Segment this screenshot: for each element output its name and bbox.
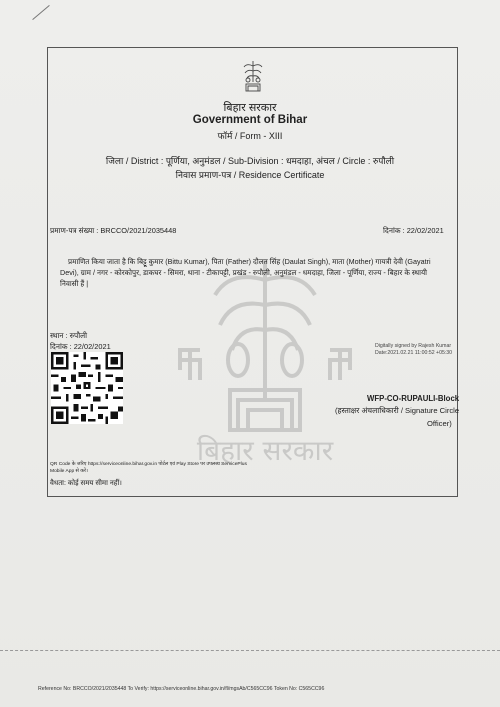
certificate-number: प्रमाण-पत्र संख्या : BRCCO/2021/2035448 <box>50 226 177 235</box>
certificate-date: दिनांक : 22/02/2021 <box>383 226 444 235</box>
qr-code-icon <box>51 352 123 424</box>
certificate-body: प्रमाणित किया जाता है कि बिट्टू कुमार (Bittu Kumar), पिता (Father) दौलत सिंह (Daulat Singh), माता (Mother) गायत्री देवी (Gayatri Devi), ग्राम / नगर - कोरकोपुर, डाकघर - सिमरा, थाना - टीकापट्टी, प्रखंड - रुपौली, अनुमंडल - धमदाहा, जिला - पूर्णिया, राज्य - बिहार के स्थायी निवासी हैं | <box>60 257 431 288</box>
reference-footer: Reference No: BRCCO/2021/2035448 To Verify: https://serviceonline.bihar.gov.in/fl/mgsAb/C565CC96 Token No: C565CC96 <box>38 686 325 692</box>
location-line: जिला / District : पूर्णिया, अनुमंडल / Sub-Division : धमदाहा, अंचल / Circle : रुपौली <box>105 156 395 166</box>
signature-role-line-2: Officer) <box>427 419 452 428</box>
certificate-title: निवास प्रमाण-पत्र / Residence Certificate <box>175 170 325 180</box>
bihar-emblem-icon <box>241 58 265 96</box>
state-name-hindi: बिहार सरकार <box>223 102 277 114</box>
form-number: फॉर्म / Form - XIII <box>217 131 283 141</box>
government-title: Government of Bihar <box>192 114 308 126</box>
issue-date: दिनांक : 22/02/2021 <box>50 342 111 351</box>
signing-office: WFP-CO-RUPAULI-Block <box>367 394 460 403</box>
qr-note-line-1: QR Code के जरिए https://serviceonline.bihar.gov.in पोर्टल एवं Play Store पर उपलब्ध ServicePlus <box>50 462 247 467</box>
signature-role-line-1: (हस्ताक्षर अंचलाधिकारी / Signature Circle <box>335 406 460 415</box>
digital-signature-line-1: Digitally signed by Rajesh Kumar <box>375 343 452 349</box>
divider <box>0 650 500 651</box>
qr-note-line-2: Mobile App से करें। <box>50 469 88 474</box>
place: स्थान : रुपौली <box>50 331 88 340</box>
watermark-text: बिहार सरकार <box>196 434 334 467</box>
corner-mark <box>32 5 49 20</box>
digital-signature-line-2: Date:2021.02.21 11:00:52 +05:30 <box>375 350 453 356</box>
validity-note: वैधता: कोई समय सीमा नहीं। <box>50 480 122 487</box>
